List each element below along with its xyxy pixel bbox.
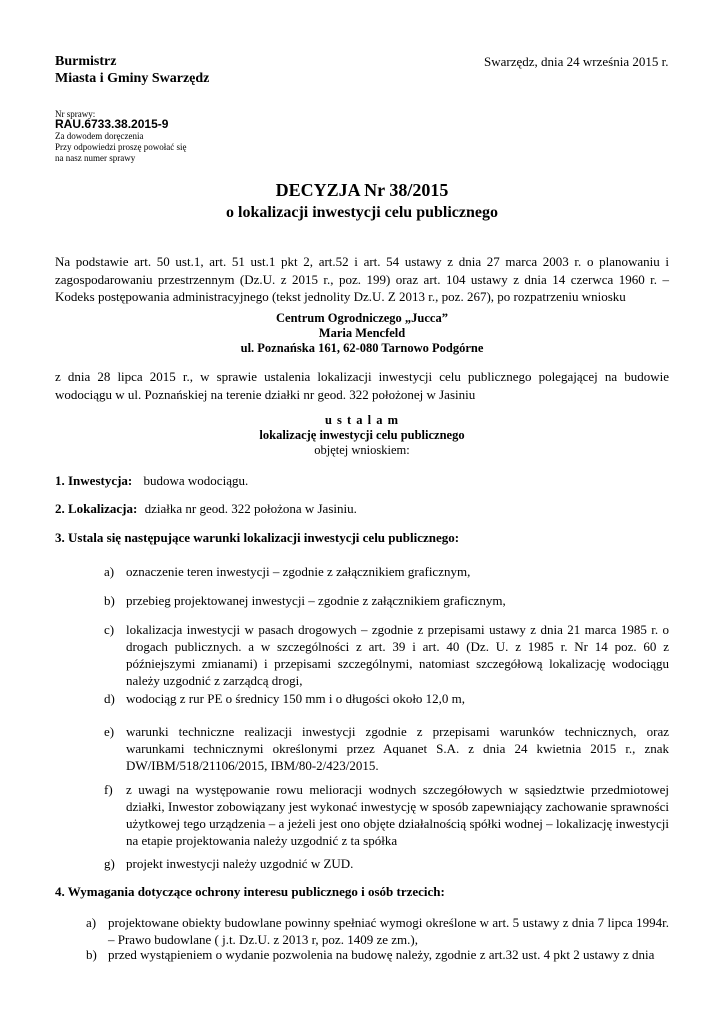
condition-letter: g) xyxy=(104,856,115,871)
decision-subtitle: o lokalizacji inwestycji celu publicznego xyxy=(226,204,498,221)
requirement-letter: a) xyxy=(86,915,97,930)
applicant-company: Centrum Ogrodniczego „Jucca” xyxy=(276,311,448,325)
authority-name: Burmistrz xyxy=(55,54,117,69)
requirement-item: projektowane obiekty budowlane powinny spełniać wymogi określone w art. 5 ustawy z dnia 7 lipca 1994r. – Prawo budowlane ( j.t. Dz.U. z 2013 r, poz. 1409 ze zm.), xyxy=(108,915,669,947)
condition-item: wodociąg z rur PE o średnicy 150 mm i o długości około 12,0 m, xyxy=(126,691,466,706)
case-number: RAU.6733.38.2015-9 xyxy=(55,117,169,131)
requirement-item: przed wystąpieniem o wydanie pozwolenia na budowę należy, zgodnie z art.32 ust. 4 pkt 2 ustawy z dnia xyxy=(108,947,655,962)
authority-office: Miasta i Gminy Swarzędz xyxy=(55,71,210,86)
request-paragraph: z dnia 28 lipca 2015 r., w sprawie ustalenia lokalizacji inwestycji celu publicznego polegającej na budowie wodociągu w ul. Poznańskiej na terenie działki nr geod. 322 położonej w Jasiniu xyxy=(55,369,669,402)
decision-title: DECYZJA Nr 38/2015 xyxy=(275,180,449,200)
condition-item: oznaczenie teren inwestycji – zgodnie z załącznikiem graficznym, xyxy=(126,564,471,579)
reference-note-1: Przy odpowiedzi proszę powołać się xyxy=(55,142,187,152)
decision-scope: objętej wnioskiem: xyxy=(314,443,410,457)
condition-item: przebieg projektowanej inwestycji – zgodnie z załącznikiem graficznym, xyxy=(126,593,506,608)
requirement-letter: b) xyxy=(86,947,97,962)
applicant-address: ul. Poznańska 161, 62-080 Tarnowo Podgórne xyxy=(240,341,484,355)
decision-subject: lokalizację inwestycji celu publicznego xyxy=(259,428,465,442)
condition-letter: c) xyxy=(104,622,115,637)
section-investment-value: budowa wodociągu. xyxy=(143,473,249,488)
place-date: Swarzędz, dnia 24 września 2015 r. xyxy=(484,54,669,69)
legal-basis-paragraph: Na podstawie art. 50 ust.1, art. 51 ust.1 pkt 2, art.52 i art. 54 ustawy z dnia 27 marca 2003 r. o planowaniu i zagospodarowaniu przestrzennym (Dz.U. z 2015 r., poz. 199) oraz art. 104 ustawy z dnia 14 czerwca 1960 r. – Kodeks postępowania administracyjnego (tekst jednolity Dz.U. Z 2013 r., poz. 267), po rozpatrzeniu wniosku xyxy=(55,254,669,304)
condition-letter: b) xyxy=(104,593,115,608)
condition-item: projekt inwestycji należy uzgodnić w ZUD. xyxy=(126,856,354,871)
applicant-person: Maria Mencfeld xyxy=(318,326,406,340)
delivery-note: Za dowodem doręczenia xyxy=(55,131,144,141)
condition-item: lokalizacja inwestycji w pasach drogowych – zgodnie z przepisami ustawy z dnia 21 marca 1985 r. o drogach publicznych. a w szczególności z art. 39 i art. 40 (Dz. U. z 1985 r. Nr 14 poz. 60 z późniejszymi zmianami) i przepisami szczególnymi, natomiast szczegółową lokalizację wodociągu należy uzgodnić z zarządcą drogi, xyxy=(126,622,669,688)
reference-note-2: na nasz numer sprawy xyxy=(55,153,136,163)
condition-letter: d) xyxy=(104,691,115,706)
case-label: Nr sprawy: xyxy=(55,109,96,119)
section-investment xyxy=(55,472,248,489)
section-protection-heading: 4. Wymagania dotyczące ochrony interesu publicznego i osób trzecich: xyxy=(55,884,445,899)
condition-item: warunki techniczne realizacji inwestycji zgodnie z przepisami warunków technicznych, oraz warunkami technicznymi określonymi przez Aquanet S.A. z dnia 24 kwietnia 2015 r., znak DW/IBM/518/21106/2015, IBM/80-2/423/2015. xyxy=(126,724,669,773)
condition-letter: f) xyxy=(104,782,113,797)
condition-letter: e) xyxy=(104,724,115,739)
section-location-label: 2. Lokalizacja: xyxy=(55,501,138,516)
condition-item: z uwagi na występowanie rowu melioracji wodnych szczegółowych w sąsiedztwie przedmiotowej działki, Inwestor zobowiązany jest wykonać inwestycję w sposób zapewniający zachowanie sprawności użytkowej tego urządzenia – a jeżeli jest ono objęte działalnością spółki wodnej – lokalizację inwestycji na etapie projektowania należy uzgodnić z ta spółka xyxy=(126,782,669,848)
condition-letter: a) xyxy=(104,564,115,579)
section-investment-label: 1. Inwestycja: xyxy=(55,473,133,488)
section-location-value: działka nr geod. 322 położona w Jasiniu. xyxy=(144,501,357,516)
decision-verb: u s t a l a m xyxy=(324,413,400,427)
section-conditions-heading: 3. Ustala się następujące warunki lokalizacji inwestycji celu publicznego: xyxy=(55,530,460,545)
section-location xyxy=(55,500,357,517)
